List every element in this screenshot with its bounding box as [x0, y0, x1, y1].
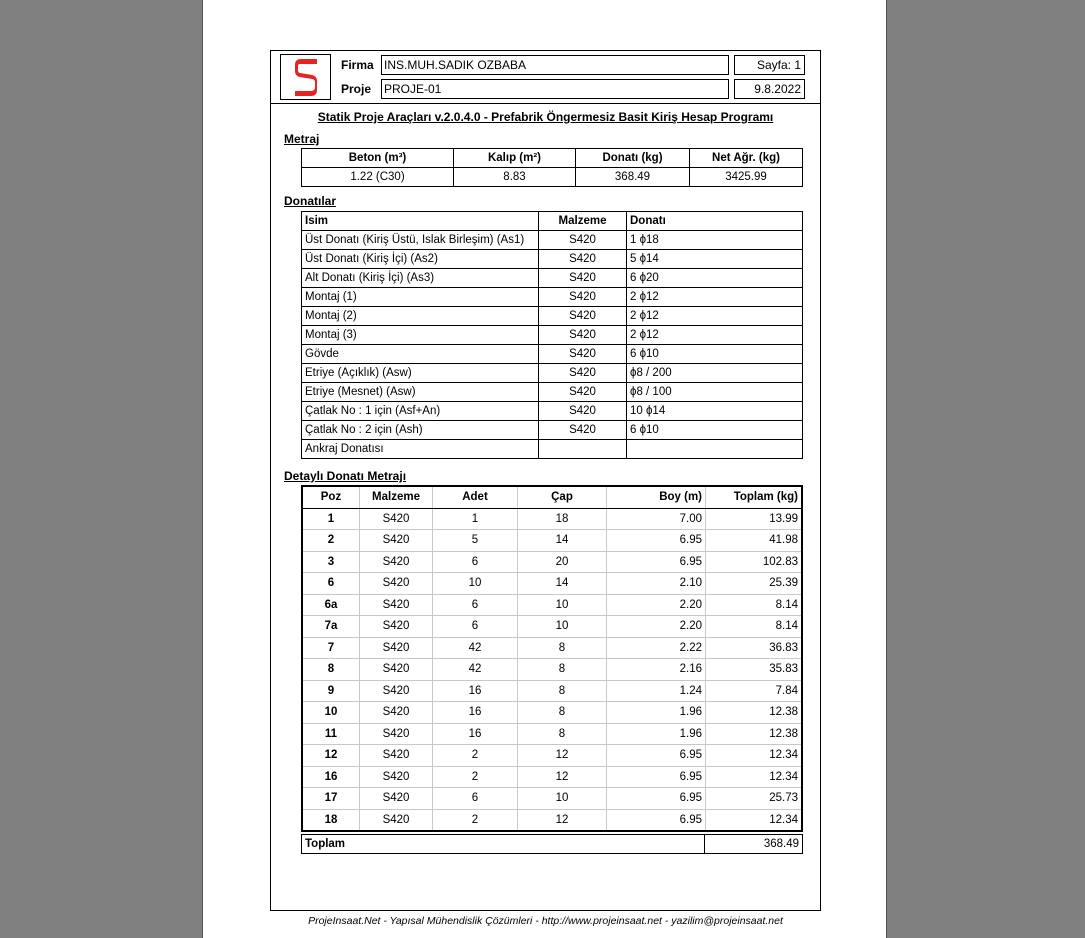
- header-divider: [271, 103, 820, 104]
- detay-malzeme: S420: [360, 659, 433, 681]
- donati-name: Etriye (Mesnet) (Asw): [302, 383, 539, 402]
- detay-cap: 14: [518, 573, 607, 595]
- donati-value: ϕ8 / 100: [627, 383, 803, 402]
- detay-boy: 7.00: [607, 508, 706, 530]
- detay-cap: 14: [518, 530, 607, 552]
- detay-boy: 6.95: [607, 788, 706, 810]
- donatilar-header-donati: Donatı: [627, 212, 803, 231]
- detay-poz: 9: [302, 680, 360, 702]
- donati-value: 6 ϕ20: [627, 269, 803, 288]
- detay-row: [302, 809, 802, 831]
- donati-name: Montaj (2): [302, 307, 539, 326]
- donati-name: Etriye (Açıklık) (Asw): [302, 364, 539, 383]
- donati-value: 10 ϕ14: [627, 402, 803, 421]
- detay-malzeme: S420: [360, 530, 433, 552]
- detay-adet: 10: [433, 573, 518, 595]
- detay-malzeme: S420: [360, 680, 433, 702]
- detay-cap: 8: [518, 702, 607, 724]
- detay-poz: 6: [302, 573, 360, 595]
- metraj-value-net-agirlik: 3425.99: [690, 168, 803, 187]
- detay-toplam: 35.83: [706, 659, 803, 681]
- detay-cap: 12: [518, 766, 607, 788]
- proje-value: PROJE-01: [381, 79, 729, 99]
- detay-row: [302, 594, 802, 616]
- detay-malzeme: S420: [360, 745, 433, 767]
- detay-toplam: 41.98: [706, 530, 803, 552]
- total-table: [301, 834, 803, 854]
- donati-value: 5 ϕ14: [627, 250, 803, 269]
- detay-header-boy: Boy (m): [607, 486, 706, 508]
- detay-row: [302, 788, 802, 810]
- detay-poz: 18: [302, 809, 360, 831]
- donati-name: Montaj (3): [302, 326, 539, 345]
- detay-cap: 8: [518, 637, 607, 659]
- donati-value: 6 ϕ10: [627, 345, 803, 364]
- donati-name: Gövde: [302, 345, 539, 364]
- detay-poz: 1: [302, 508, 360, 530]
- detay-adet: 42: [433, 637, 518, 659]
- detay-adet: 1: [433, 508, 518, 530]
- donati-value: 2 ϕ12: [627, 307, 803, 326]
- logo-s-icon: [293, 57, 319, 97]
- detay-boy: 1.96: [607, 723, 706, 745]
- detay-row: [302, 702, 802, 724]
- detay-malzeme: S420: [360, 702, 433, 724]
- company-logo: [280, 54, 331, 100]
- detay-boy: 6.95: [607, 551, 706, 573]
- detay-adet: 2: [433, 745, 518, 767]
- detay-toplam: 102.83: [706, 551, 803, 573]
- donati-value: 1 ϕ18: [627, 231, 803, 250]
- detay-toplam: 12.38: [706, 702, 803, 724]
- detay-table: [301, 485, 803, 832]
- donati-material: S420: [539, 402, 627, 421]
- detay-cap: 12: [518, 809, 607, 831]
- detay-toplam: 12.34: [706, 809, 803, 831]
- detay-row: [302, 616, 802, 638]
- detay-cap: 10: [518, 594, 607, 616]
- donati-material: S420: [539, 307, 627, 326]
- detay-cap: 10: [518, 616, 607, 638]
- detay-poz: 10: [302, 702, 360, 724]
- donati-value: 2 ϕ12: [627, 288, 803, 307]
- detay-adet: 6: [433, 788, 518, 810]
- detay-cap: 10: [518, 788, 607, 810]
- donati-name: Üst Donatı (Kiriş İçi) (As2): [302, 250, 539, 269]
- detay-poz: 12: [302, 745, 360, 767]
- detay-adet: 16: [433, 702, 518, 724]
- detay-poz: 8: [302, 659, 360, 681]
- detay-cap: 8: [518, 680, 607, 702]
- detay-toplam: 13.99: [706, 508, 803, 530]
- donati-name: Montaj (1): [302, 288, 539, 307]
- detay-adet: 16: [433, 723, 518, 745]
- detay-row: [302, 659, 802, 681]
- detay-header-toplam: Toplam (kg): [706, 486, 803, 508]
- detay-adet: 42: [433, 659, 518, 681]
- detay-malzeme: S420: [360, 637, 433, 659]
- donati-material: S420: [539, 269, 627, 288]
- detay-cap: 12: [518, 745, 607, 767]
- detay-adet: 5: [433, 530, 518, 552]
- detay-toplam: 25.73: [706, 788, 803, 810]
- detay-adet: 2: [433, 766, 518, 788]
- detay-adet: 2: [433, 809, 518, 831]
- metraj-header-net-agirlik: Net Ağr. (kg): [690, 149, 803, 168]
- detay-boy: 2.22: [607, 637, 706, 659]
- donati-material: S420: [539, 421, 627, 440]
- detay-header-malzeme: Malzeme: [360, 486, 433, 508]
- detay-boy: 2.16: [607, 659, 706, 681]
- detay-toplam: 12.38: [706, 723, 803, 745]
- detay-boy: 2.20: [607, 594, 706, 616]
- detay-boy: 6.95: [607, 809, 706, 831]
- detay-row: [302, 551, 802, 573]
- metraj-header-beton: Beton (m³): [302, 149, 454, 168]
- donatilar-header-malzeme: Malzeme: [539, 212, 627, 231]
- detay-poz: 11: [302, 723, 360, 745]
- donati-row: [302, 307, 803, 326]
- detay-boy: 6.95: [607, 745, 706, 767]
- total-value: 368.49: [705, 835, 803, 854]
- detay-malzeme: S420: [360, 809, 433, 831]
- metraj-value-donati: 368.49: [576, 168, 690, 187]
- metraj-value-beton: 1.22 (C30): [302, 168, 454, 187]
- donati-value: 6 ϕ10: [627, 421, 803, 440]
- detay-boy: 2.10: [607, 573, 706, 595]
- page-number: Sayfa: 1: [734, 55, 805, 75]
- firma-value: INS.MUH.SADIK OZBABA: [381, 55, 729, 75]
- donati-name: Çatlak No : 1 için (Asf+An): [302, 402, 539, 421]
- donati-row: [302, 288, 803, 307]
- detay-poz: 2: [302, 530, 360, 552]
- donati-material: S420: [539, 231, 627, 250]
- donatilar-section-title: Donatılar: [284, 194, 337, 208]
- donati-value: [627, 440, 803, 459]
- detay-boy: 1.24: [607, 680, 706, 702]
- detay-row: [302, 680, 802, 702]
- detay-row: [302, 573, 802, 595]
- detay-row: [302, 637, 802, 659]
- detay-toplam: 8.14: [706, 616, 803, 638]
- donati-name: Çatlak No : 2 için (Ash): [302, 421, 539, 440]
- detay-toplam: 7.84: [706, 680, 803, 702]
- donati-value: ϕ8 / 200: [627, 364, 803, 383]
- detay-malzeme: S420: [360, 573, 433, 595]
- donati-material: S420: [539, 364, 627, 383]
- detay-adet: 6: [433, 594, 518, 616]
- total-label: Toplam: [302, 835, 705, 854]
- metraj-table: [301, 148, 803, 187]
- donati-row: [302, 402, 803, 421]
- detay-cap: 8: [518, 659, 607, 681]
- detay-boy: 6.95: [607, 766, 706, 788]
- report-title: Statik Proje Araçları v.2.0.4.0 - Prefabrik Öngermesiz Basit Kiriş Hesap Programı: [317, 110, 774, 124]
- detay-malzeme: S420: [360, 594, 433, 616]
- detay-toplam: 36.83: [706, 637, 803, 659]
- donati-name: Alt Donatı (Kiriş İçi) (As3): [302, 269, 539, 288]
- detay-cap: 20: [518, 551, 607, 573]
- detay-cap: 8: [518, 723, 607, 745]
- detay-row: [302, 766, 802, 788]
- detay-header-poz: Poz: [302, 486, 360, 508]
- detay-malzeme: S420: [360, 723, 433, 745]
- donati-material: S420: [539, 345, 627, 364]
- detay-boy: 6.95: [607, 530, 706, 552]
- firma-label: Firma: [341, 58, 374, 72]
- detay-poz: 16: [302, 766, 360, 788]
- donati-material: [539, 440, 627, 459]
- page-footer: ProjeInsaat.Net - Yapısal Mühendislik Çözümleri - http://www.projeinsaat.net - yazilim@projeinsaat.net: [308, 915, 783, 927]
- metraj-value-kalip: 8.83: [454, 168, 576, 187]
- report-page: [202, 0, 887, 938]
- detay-header-cap: Çap: [518, 486, 607, 508]
- detay-adet: 6: [433, 616, 518, 638]
- detay-malzeme: S420: [360, 551, 433, 573]
- detay-toplam: 25.39: [706, 573, 803, 595]
- donati-material: S420: [539, 383, 627, 402]
- detay-adet: 6: [433, 551, 518, 573]
- donati-row: [302, 440, 803, 459]
- detay-row: [302, 745, 802, 767]
- donati-value: 2 ϕ12: [627, 326, 803, 345]
- detay-malzeme: S420: [360, 616, 433, 638]
- detay-cap: 18: [518, 508, 607, 530]
- metraj-section-title: Metraj: [284, 132, 320, 146]
- donati-name: Ankraj Donatısı: [302, 440, 539, 459]
- detay-poz: 17: [302, 788, 360, 810]
- metraj-header-kalip: Kalıp (m²): [454, 149, 576, 168]
- detay-poz: 6a: [302, 594, 360, 616]
- donati-row: [302, 250, 803, 269]
- detay-toplam: 12.34: [706, 745, 803, 767]
- proje-label: Proje: [341, 82, 372, 96]
- donati-row: [302, 421, 803, 440]
- detay-malzeme: S420: [360, 766, 433, 788]
- donati-row: [302, 383, 803, 402]
- detay-row: [302, 723, 802, 745]
- detay-boy: 1.96: [607, 702, 706, 724]
- detay-header-adet: Adet: [433, 486, 518, 508]
- detay-boy: 2.20: [607, 616, 706, 638]
- detay-poz: 7: [302, 637, 360, 659]
- detay-toplam: 12.34: [706, 766, 803, 788]
- detay-row: [302, 530, 802, 552]
- detay-malzeme: S420: [360, 788, 433, 810]
- page-frame: [270, 50, 821, 911]
- detay-row: [302, 508, 802, 530]
- detay-poz: 7a: [302, 616, 360, 638]
- donati-material: S420: [539, 288, 627, 307]
- donatilar-table: [301, 211, 803, 459]
- donati-row: [302, 231, 803, 250]
- detay-poz: 3: [302, 551, 360, 573]
- donati-row: [302, 326, 803, 345]
- report-date: 9.8.2022: [734, 79, 805, 99]
- donatilar-header-isim: Isim: [302, 212, 539, 231]
- detay-section-title: Detaylı Donatı Metrajı: [284, 469, 407, 483]
- detay-adet: 16: [433, 680, 518, 702]
- detay-malzeme: S420: [360, 508, 433, 530]
- detay-toplam: 8.14: [706, 594, 803, 616]
- donati-row: [302, 269, 803, 288]
- donati-row: [302, 364, 803, 383]
- donati-material: S420: [539, 326, 627, 345]
- metraj-header-donati: Donatı (kg): [576, 149, 690, 168]
- donati-material: S420: [539, 250, 627, 269]
- donati-name: Üst Donatı (Kiriş Üstü, Islak Birleşim) (As1): [302, 231, 539, 250]
- donati-row: [302, 345, 803, 364]
